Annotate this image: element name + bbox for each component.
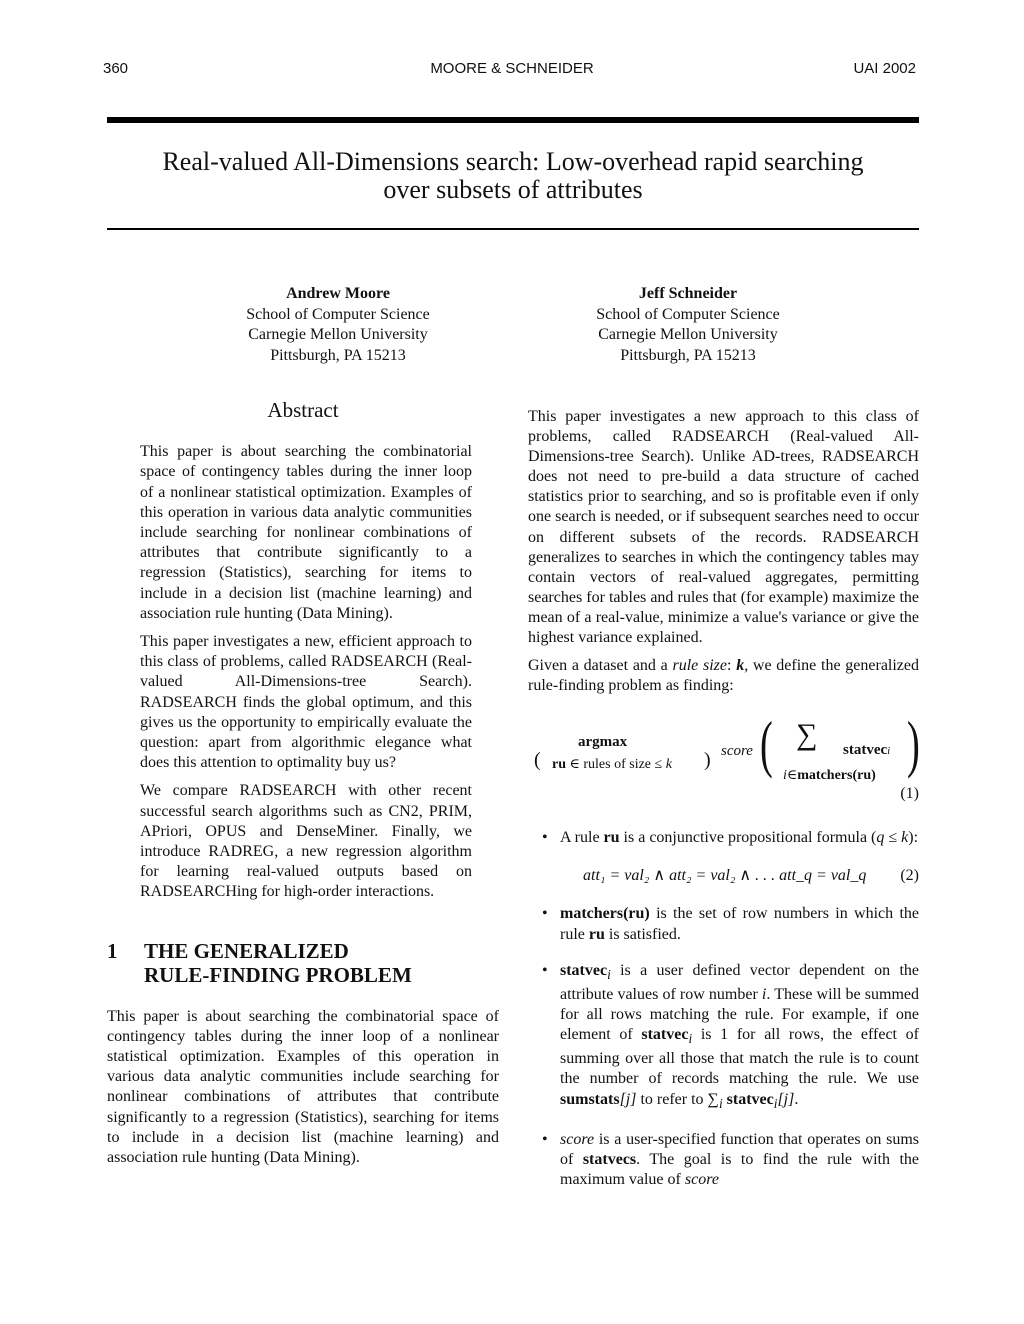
abstract-paragraph: We compare RADSEARCH with other recent successful search algorithms such as CN2, PRIM, APriori, OPUS and DenseMiner. Finally, we introduce RADREG, a new regression algorithm for learning real-valued outputs based on RADSEARCHing for high-order interactions. <box>140 782 472 901</box>
section-title <box>144 939 412 987</box>
list-item <box>528 828 919 888</box>
eq-big-paren-right: ) <box>907 708 920 780</box>
author-block-1 <box>188 284 488 366</box>
subscript: i <box>773 1095 778 1111</box>
section-title-line-2: RULE-FINDING PROBLEM <box>144 962 412 987</box>
abstract-body <box>140 442 472 902</box>
body-paragraph: This paper investigates a new approach to this class of problems, called RADSEARCH (Real-valued All-Dimensions-tree Search). Unlike AD-trees, RADSEARCH does not need to pre-build a data structure of cached statistics prior to searching, and so is profitable even if only one search is needed, or if subsequent searches need to occur on different subsets of the records. RADSEARCH generalizes to searches in which the contingency tables may contain vectors of real-valued aggregates, permitting searches for tables and rules that (for example) maximize the mean of a real-value, minimize a value's variance or give the highest variance explained. <box>528 408 919 647</box>
author-dept: School of Computer Science <box>596 305 780 323</box>
author-univ: Carnegie Mellon University <box>248 326 428 343</box>
running-head-venue: UAI 2002 <box>853 60 916 77</box>
term-score: score <box>560 1130 595 1148</box>
author-name: Andrew Moore <box>286 285 390 302</box>
eq-big-paren-left: ( <box>760 708 773 780</box>
right-column <box>528 407 919 1206</box>
author-city: Pittsburgh, PA 15213 <box>270 346 406 364</box>
body-paragraph <box>528 656 919 696</box>
text-span: . These will be summed for all rows matching the rule. For example, if one element of <box>560 985 920 1044</box>
running-head-authors: MOORE & SCHNEIDER <box>430 60 594 77</box>
eq-score: score <box>721 743 753 760</box>
subscript: i <box>607 966 611 982</box>
author-block-2 <box>538 284 838 366</box>
paper-title <box>107 148 919 204</box>
left-column <box>107 400 499 1176</box>
sum-symbol: ∑ <box>707 1090 719 1108</box>
section-title-line-1: THE GENERALIZED <box>144 938 349 963</box>
eq-cond: ∈ rules of size ≤ <box>566 757 666 773</box>
eq-sum-range <box>783 766 876 786</box>
text-span: is the set of row numbers in which the rule <box>560 905 919 943</box>
text-span: ): <box>908 829 919 847</box>
text-span: is satisfied. <box>604 925 681 943</box>
term-statvecs: statvecs <box>582 1150 637 1168</box>
math-inline: i <box>761 985 767 1003</box>
bullet-icon: • <box>542 1130 548 1148</box>
equation-number: (1) <box>900 785 919 803</box>
author-univ: Carnegie Mellon University <box>598 326 778 343</box>
text-span: is 1 for all rows, the effect of summing over all those that match the rule is to count the number of records matching the rule. We use <box>560 1026 920 1088</box>
list-item <box>528 1130 919 1190</box>
bullet-icon: • <box>542 829 548 847</box>
eq-paren-right: ) <box>704 749 711 772</box>
text-span: is a conjunctive propositional formula ( <box>619 829 877 847</box>
list-item <box>528 961 919 1114</box>
page-number: 360 <box>103 60 129 77</box>
eq-statvec <box>843 740 890 761</box>
author-dept: School of Computer Science <box>246 305 430 323</box>
eq-k: k <box>665 757 672 773</box>
term-ru: ru <box>588 925 605 943</box>
eq-i-in: i∈ <box>783 768 798 784</box>
math-inline: [j] <box>777 1090 795 1108</box>
list-item <box>528 904 919 944</box>
text-span: is a user defined vector dependent on the attribute values of row number <box>560 961 919 1003</box>
term-ru: ru <box>603 829 620 847</box>
text-span: . The goal is to find the rule with the maximum value of <box>560 1150 920 1188</box>
equation-2 <box>560 866 919 888</box>
subscript: i <box>718 1095 723 1111</box>
abstract-paragraph: This paper is about searching the combinatorial space of contingency tables during the inner loop of a nonlinear statistical optimization. Examples of this operation in various data analytic communities include searching for nonlinear combinations of attributes that contribute significantly to a regression (Statistics), searching for items to include in a decision list (machine learning) and association rule hunting (Data Mining). <box>140 443 472 622</box>
text-span: is a user-specified function that operates on sums of <box>560 1130 919 1168</box>
equation-number: (2) <box>900 867 919 885</box>
math-inline: q ≤ k <box>876 829 909 847</box>
subscript: i <box>688 1031 693 1047</box>
equation-1 <box>528 708 920 816</box>
text-span: , we define the generalized rule-finding problem as finding: <box>528 657 920 695</box>
term-statvec: statvec <box>641 1026 689 1044</box>
math-inline: [j] <box>619 1090 637 1108</box>
eq-sum-symbol: ∑ <box>796 718 818 752</box>
text-span: A rule <box>560 829 604 847</box>
eq-ru: ru <box>552 757 566 773</box>
title-rule-bottom <box>107 228 919 230</box>
k-variable: k <box>736 657 745 675</box>
eq-ru-arg: (ru) <box>852 768 876 784</box>
text-span: Given a dataset and a <box>528 657 673 675</box>
author-name: Jeff Schneider <box>638 285 738 302</box>
eq-matchers: matchers <box>797 768 853 784</box>
term-score: score <box>684 1171 719 1188</box>
bullet-icon: • <box>542 961 548 979</box>
body-paragraph: This paper is about searching the combinatorial space of contingency tables during the inner loop of a nonlinear statistical optimization. Examples of this operation in various data analytic communities include searching for nonlinear combinations of attributes that contribute significantly to a regression (Statistics), searching for items to include in a decision list (machine learning) and association rule hunting (Data Mining). <box>107 1007 499 1167</box>
title-line-2: over subsets of attributes <box>383 175 643 204</box>
eq2-formula: att₁ = val₂ ∧ att₂ = val₂ ∧ . . . att_q = val_q <box>583 867 867 885</box>
text-span: : <box>727 657 737 675</box>
term-statvec: statvec <box>726 1090 774 1108</box>
term-matchers: matchers(ru) <box>560 905 650 923</box>
bullet-icon: • <box>542 905 548 923</box>
abstract-heading: Abstract <box>267 398 339 422</box>
eq-paren-left: ( <box>534 749 541 772</box>
title-line-1: Real-valued All-Dimensions search: Low-overhead rapid searching <box>162 147 864 176</box>
definition-list <box>528 828 919 1190</box>
eq-statvec-word: statvec <box>843 742 888 759</box>
eq-argmax: argmax <box>578 734 628 751</box>
rule-size-term: rule size <box>672 657 727 675</box>
term-sumstats: sumstats <box>560 1090 620 1108</box>
section-number: 1 <box>107 938 118 963</box>
abstract-paragraph: This paper investigates a new, efficient approach to this class of problems, called RADSEARCH (Real-valued All-Dimensions-tree Search). RADSEARCH finds the global optimum, and this gives us the opportunity to empirically evaluate the question: apart from algorithmic elegance what does this attention to optimality buy us? <box>140 633 472 772</box>
text-span: . <box>794 1090 799 1108</box>
text-span: to refer to <box>636 1090 708 1108</box>
author-city: Pittsburgh, PA 15213 <box>620 346 756 364</box>
title-rule-top <box>107 117 919 123</box>
section-heading <box>107 939 499 987</box>
eq-argmax-subscript <box>552 755 672 775</box>
eq-statvec-sub: i <box>887 745 891 758</box>
term-statvec: statvec <box>560 961 608 979</box>
